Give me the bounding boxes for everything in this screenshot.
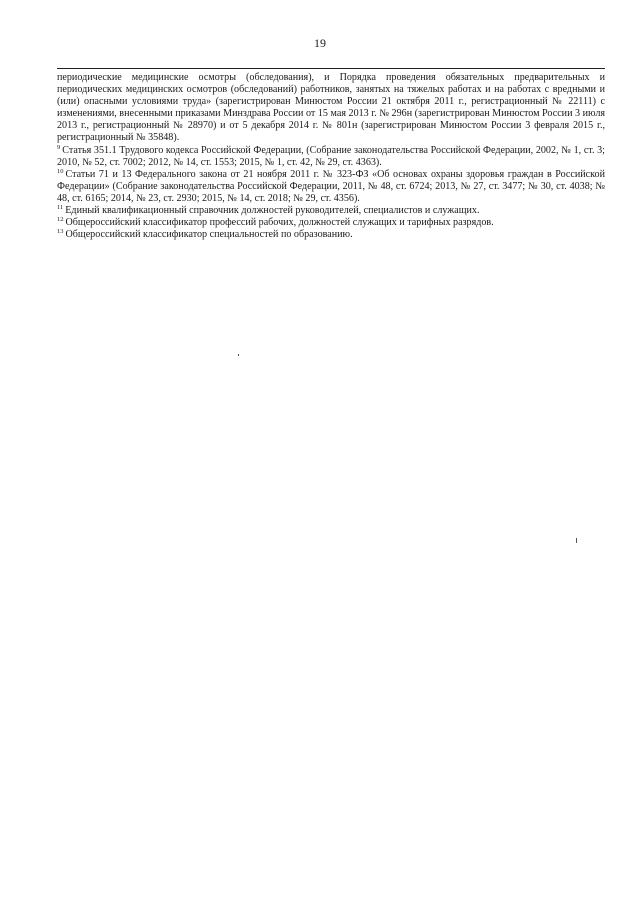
footnote-number: 13	[57, 228, 64, 236]
footnote-13	[57, 229, 605, 241]
footnote-11	[57, 205, 605, 217]
scan-speck	[576, 538, 577, 543]
footnote-8-continuation: периодические медицинские осмотры (обследования), и Порядка проведения обязательных предварительных и периодических медицинских осмотров (обследований) работников, занятых на тяжелых работах и на работах с вредными и (или) опасными условиями труда» (зарегистрирован Минюстом России 21 октября 2011 г., регистрационный № 22111) с изменениями, внесенными приказами Минздрава России от 15 мая 2013 г. № 296н (зарегистрирован Минюстом России 3 июля 2013 г., регистрационный № 28970) и от 5 декабря 2014 г. № 801н (зарегистрирован Минюстом России 3 февраля 2015 г., регистрационный № 35848).	[57, 72, 605, 144]
footnote-separator-rule	[57, 68, 605, 69]
footnote-number: 9	[57, 143, 61, 151]
page-number: 19	[314, 36, 326, 50]
footnote-number: 10	[57, 167, 64, 175]
footnote-12	[57, 217, 605, 229]
footnote-text: Статья 351.1 Трудового кодекса Российской Федерации, (Собрание законодательства Российской Федерации, 2002, № 1, ст. 3; 2010, № 52, ст. 7002; 2012, № 14, ст. 1553; 2015, № 1, ст. 42, № 29, ст. 4363).	[57, 144, 605, 168]
footnote-text: Общероссийский классификатор специальностей по образованию.	[65, 229, 353, 241]
footnotes-section	[57, 68, 605, 241]
footnote-text: Единый квалификационный справочник должностей руководителей, специалистов и служащих.	[65, 205, 480, 217]
footnote-9	[57, 145, 605, 169]
footnote-number: 11	[57, 204, 64, 212]
footnote-text: Общероссийский классификатор профессий рабочих, должностей служащих и тарифных разрядов.	[65, 217, 494, 229]
scan-speck	[238, 354, 239, 356]
footnote-text: Статьи 71 и 13 Федерального закона от 21 ноября 2011 г. № 323-ФЗ «Об основах охраны здоровья граждан в Российской Федерации» (Собрание законодательства Российской Федерации, 2011, № 48, ст. 6724; 2013, № 27, ст. 3477; № 30, ст. 4038; № 48, ст. 6165; 2014, № 23, ст. 2930; 2015, № 14, ст. 2018; № 29, ст. 4356).	[57, 168, 605, 204]
footnote-number: 12	[57, 216, 64, 224]
footnote-10	[57, 169, 605, 205]
